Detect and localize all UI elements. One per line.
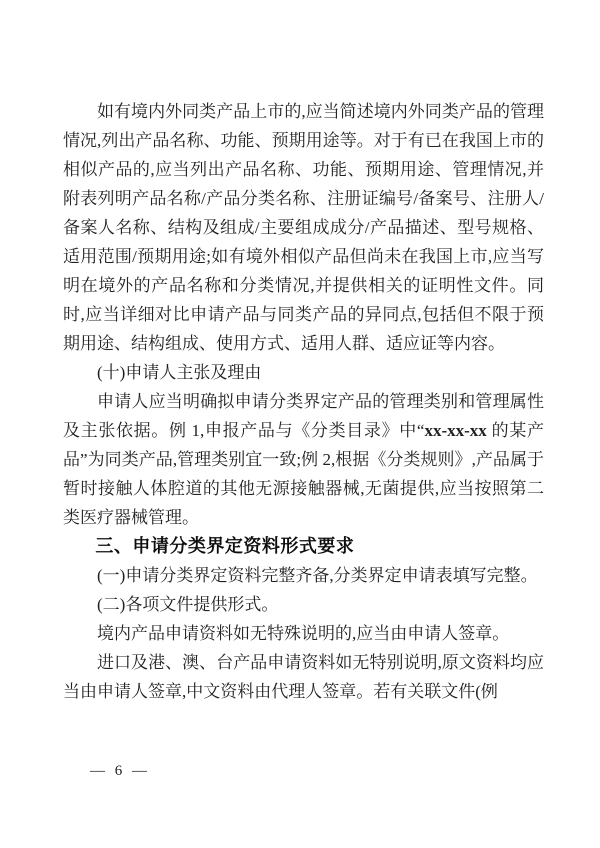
bold-text-run: xx-xx-xx [424,421,487,440]
text-run: 的某产品”为同类产品,管理类别宜一致;例 2,根据《分类规则》,产品属于暂时接触人体腔道的其他无源接触器械,无菌提供,应当按照第二类医疗器械管理。 [63,421,544,527]
paragraph: (二)各项文件提供形式。 [97,595,279,614]
section-heading: 三、申请分类界定资料形式要求 [95,536,355,556]
paragraph: 境内产品申请资料如无特殊说明的,应当由申请人签章。 [97,624,510,643]
document-body [63,97,544,706]
paragraph: 如有境内外同类产品上市的,应当简述境内外同类产品的管理情况,列出产品名称、功能、预期用途等。对于有已在我国上市的相似产品的,应当列出产品名称、功能、预期用途、管理情况,并附表列明产品名称/产品分类名称、注册证编号/备案号、注册人/备案人名称、结构及组成/主要组成成分/产品描述、型号规格、适用范围/预期用途;如有境外相似产品但尚未在我国上市,应当写明在境外的产品名称和分类情况,并提供相关的证明性文件。同时,应当详细对比申请产品与同类产品的异同点,包括但不限于预期用途、结构组成、使用方式、适用人群、适应证等内容。 [63,102,544,353]
paragraph: (一)申请分类界定资料完整齐备,分类界定申请表填写完整。 [97,566,538,585]
page-number: — 6 — [90,763,150,779]
sub-heading: (十)申请人主张及理由 [97,363,262,382]
text-run: 申请人应当明确拟申请分类界定产品的管理类别和管理属性及主张依据。例 1,申报产品与《分类目录》中“ [63,392,544,440]
paragraph: 进口及港、澳、台产品申请资料如无特别说明,原文资料均应当由申请人签章,中文资料由代理人签章。若有关联文件(例 [63,653,544,701]
paragraph [63,387,544,532]
